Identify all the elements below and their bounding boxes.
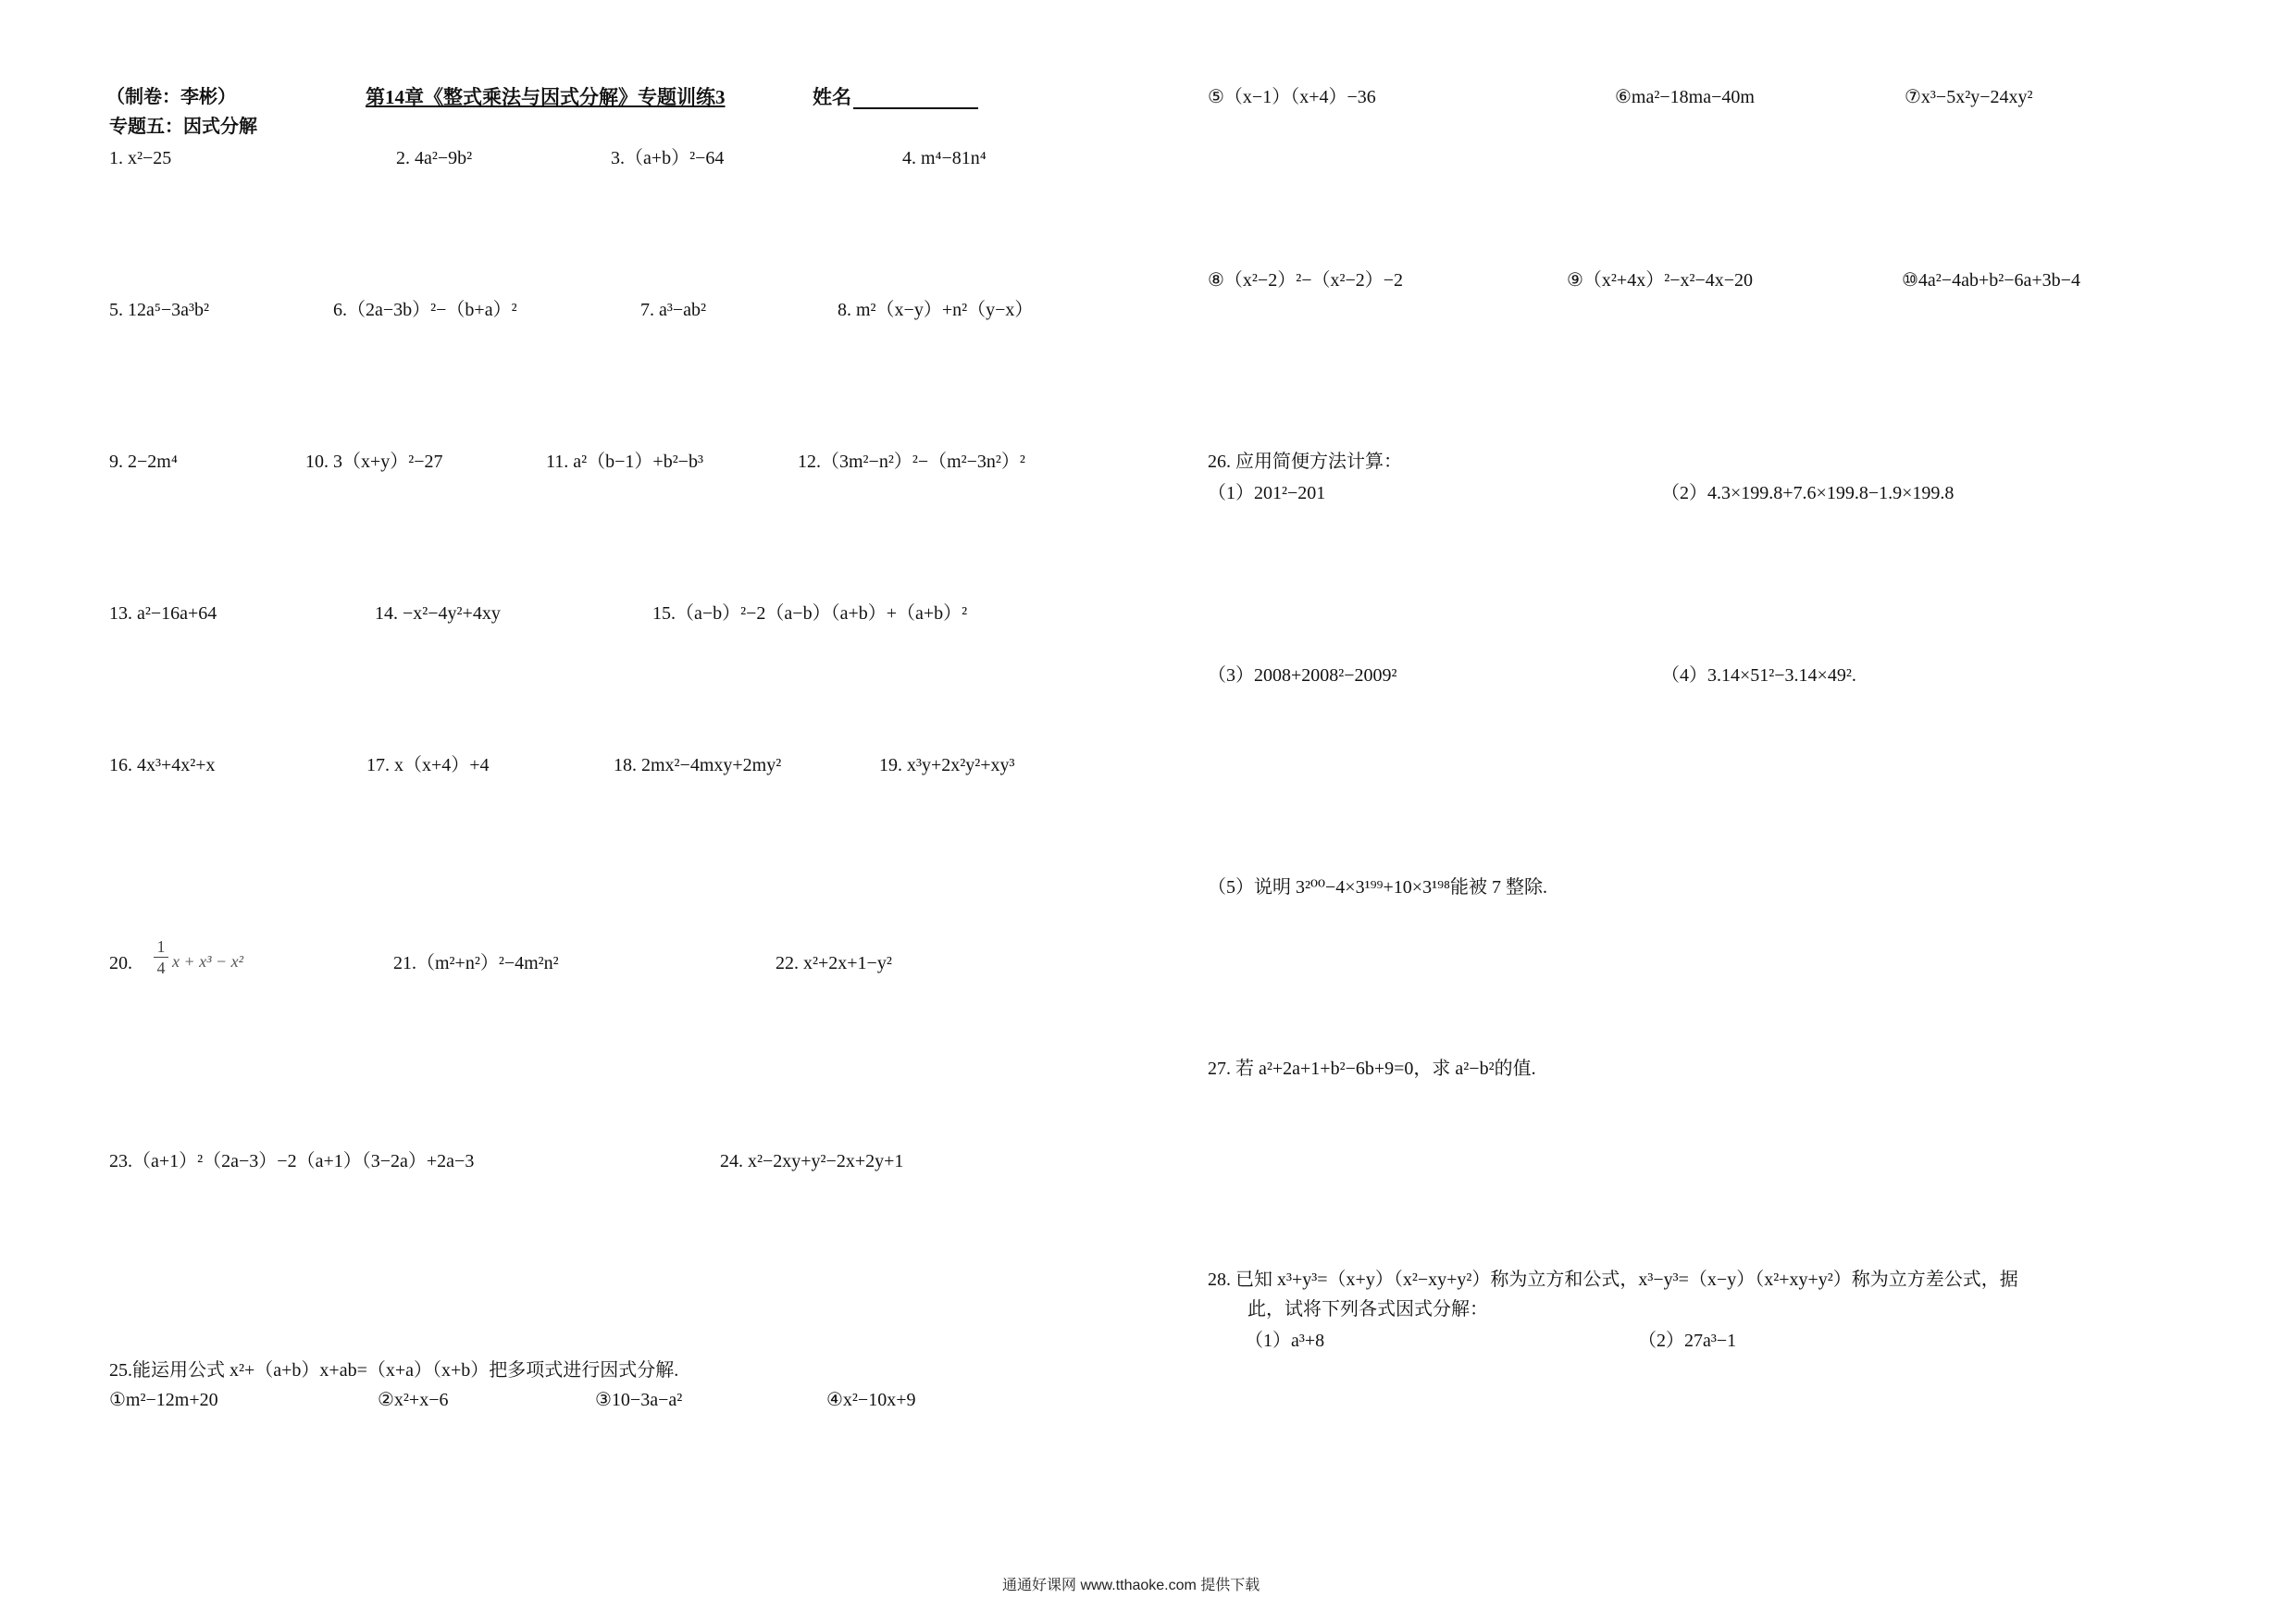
problem-7: 7. a³−ab² <box>640 300 707 320</box>
problem-2: 2. 4a²−9b² <box>396 148 473 168</box>
problem-28-1: （1）a³+8 <box>1245 1331 1325 1351</box>
problem-16: 16. 4x³+4x²+x <box>109 755 216 775</box>
problem-11: 11. a²（b−1）+b²−b³ <box>546 452 703 472</box>
footer-source: 通通好课网 www.tthaoke.com 提供下载 <box>1002 1578 1260 1593</box>
problem-19: 19. x³y+2x²y²+xy³ <box>879 755 1015 775</box>
problem-23: 23.（a+1）²（2a−3）−2（a+1）（3−2a）+2a−3 <box>109 1151 475 1171</box>
problem-21: 21.（m²+n²）²−4m²n² <box>393 953 559 973</box>
problem-4: 4. m⁴−81n⁴ <box>902 148 987 168</box>
problem-25-10: ⑩4a²−4ab+b²−6a+3b−4 <box>1902 270 2080 291</box>
problem-12: 12.（3m²−n²）²−（m²−3n²）² <box>798 452 1025 472</box>
author-credit: （制卷：李彬） <box>106 87 236 107</box>
problem-10: 10. 3（x+y）²−27 <box>305 452 443 472</box>
problem-14: 14. −x²−4y²+4xy <box>375 603 501 624</box>
problem-25-3: ③10−3a−a² <box>595 1390 683 1410</box>
problem-28-line2: 此，试将下列各式因式分解： <box>1247 1299 1488 1319</box>
problem-25-7: ⑦x³−5x²y−24xy² <box>1905 87 2033 107</box>
problem-20-number: 20. <box>109 953 132 973</box>
problem-26-heading: 26. 应用简便方法计算： <box>1208 452 1402 472</box>
problem-26-2: （2）4.3×199.8+7.6×199.8−1.9×199.8 <box>1661 483 1955 503</box>
problem-26-5: （5）说明 3²⁰⁰−4×3¹⁹⁹+10×3¹⁹⁸能被 7 整除. <box>1208 877 1548 898</box>
problem-25-1: ①m²−12m+20 <box>109 1390 218 1410</box>
problem-25-intro: 25.能运用公式 x²+（a+b）x+ab=（x+a）（x+b）把多项式进行因式分解. <box>109 1360 679 1381</box>
problem-24: 24. x²−2xy+y²−2x+2y+1 <box>720 1151 904 1171</box>
problem-26-1: （1）201²−201 <box>1208 483 1326 503</box>
problem-18: 18. 2mx²−4mxy+2my² <box>614 755 782 775</box>
problem-15: 15.（a−b）²−2（a−b）（a+b）+（a+b）² <box>652 603 968 624</box>
name-blank-line[interactable] <box>853 107 978 109</box>
problem-25-5: ⑤（x−1）（x+4）−36 <box>1208 87 1376 107</box>
problem-1: 1. x²−25 <box>109 148 172 168</box>
section-heading: 专题五：因式分解 <box>109 117 257 137</box>
fraction-numerator: 1 <box>154 936 168 958</box>
problem-17: 17. x（x+4）+4 <box>366 755 490 775</box>
problem-13: 13. a²−16a+64 <box>109 603 217 624</box>
problem-8: 8. m²（x−y）+n²（y−x） <box>838 300 1034 320</box>
problem-20-expression: x + x³ − x² <box>172 952 244 971</box>
problem-25-8: ⑧（x²−2）²−（x²−2）−2 <box>1208 270 1404 291</box>
problem-25-6: ⑥ma²−18ma−40m <box>1615 87 1755 107</box>
problem-27: 27. 若 a²+2a+1+b²−6b+9=0，求 a²−b²的值. <box>1208 1059 1536 1079</box>
problem-5: 5. 12a⁵−3a³b² <box>109 300 209 320</box>
problem-25-2: ②x²+x−6 <box>378 1390 449 1410</box>
problem-26-3: （3）2008+2008²−2009² <box>1208 665 1397 686</box>
problem-20-fraction <box>154 936 168 978</box>
problem-6: 6.（2a−3b）²−（b+a）² <box>333 300 517 320</box>
problem-25-9: ⑨（x²+4x）²−x²−4x−20 <box>1567 270 1754 291</box>
problem-25-4: ④x²−10x+9 <box>826 1390 916 1410</box>
problem-28-2: （2）27a³−1 <box>1638 1331 1737 1351</box>
problem-9: 9. 2−2m⁴ <box>109 452 178 472</box>
problem-26-4: （4）3.14×51²−3.14×49². <box>1661 665 1856 686</box>
name-label: 姓名 <box>813 86 851 108</box>
worksheet-title: 第14章《整式乘法与因式分解》专题训练3 <box>366 86 726 108</box>
fraction-denominator: 4 <box>156 959 166 977</box>
problem-28-line1: 28. 已知 x³+y³=（x+y）（x²−xy+y²）称为立方和公式，x³−y³=（x−y）（x²+xy+y²）称为立方差公式，据 <box>1208 1270 2018 1290</box>
problem-3: 3.（a+b）²−64 <box>611 148 725 168</box>
problem-22: 22. x²+2x+1−y² <box>776 953 892 973</box>
